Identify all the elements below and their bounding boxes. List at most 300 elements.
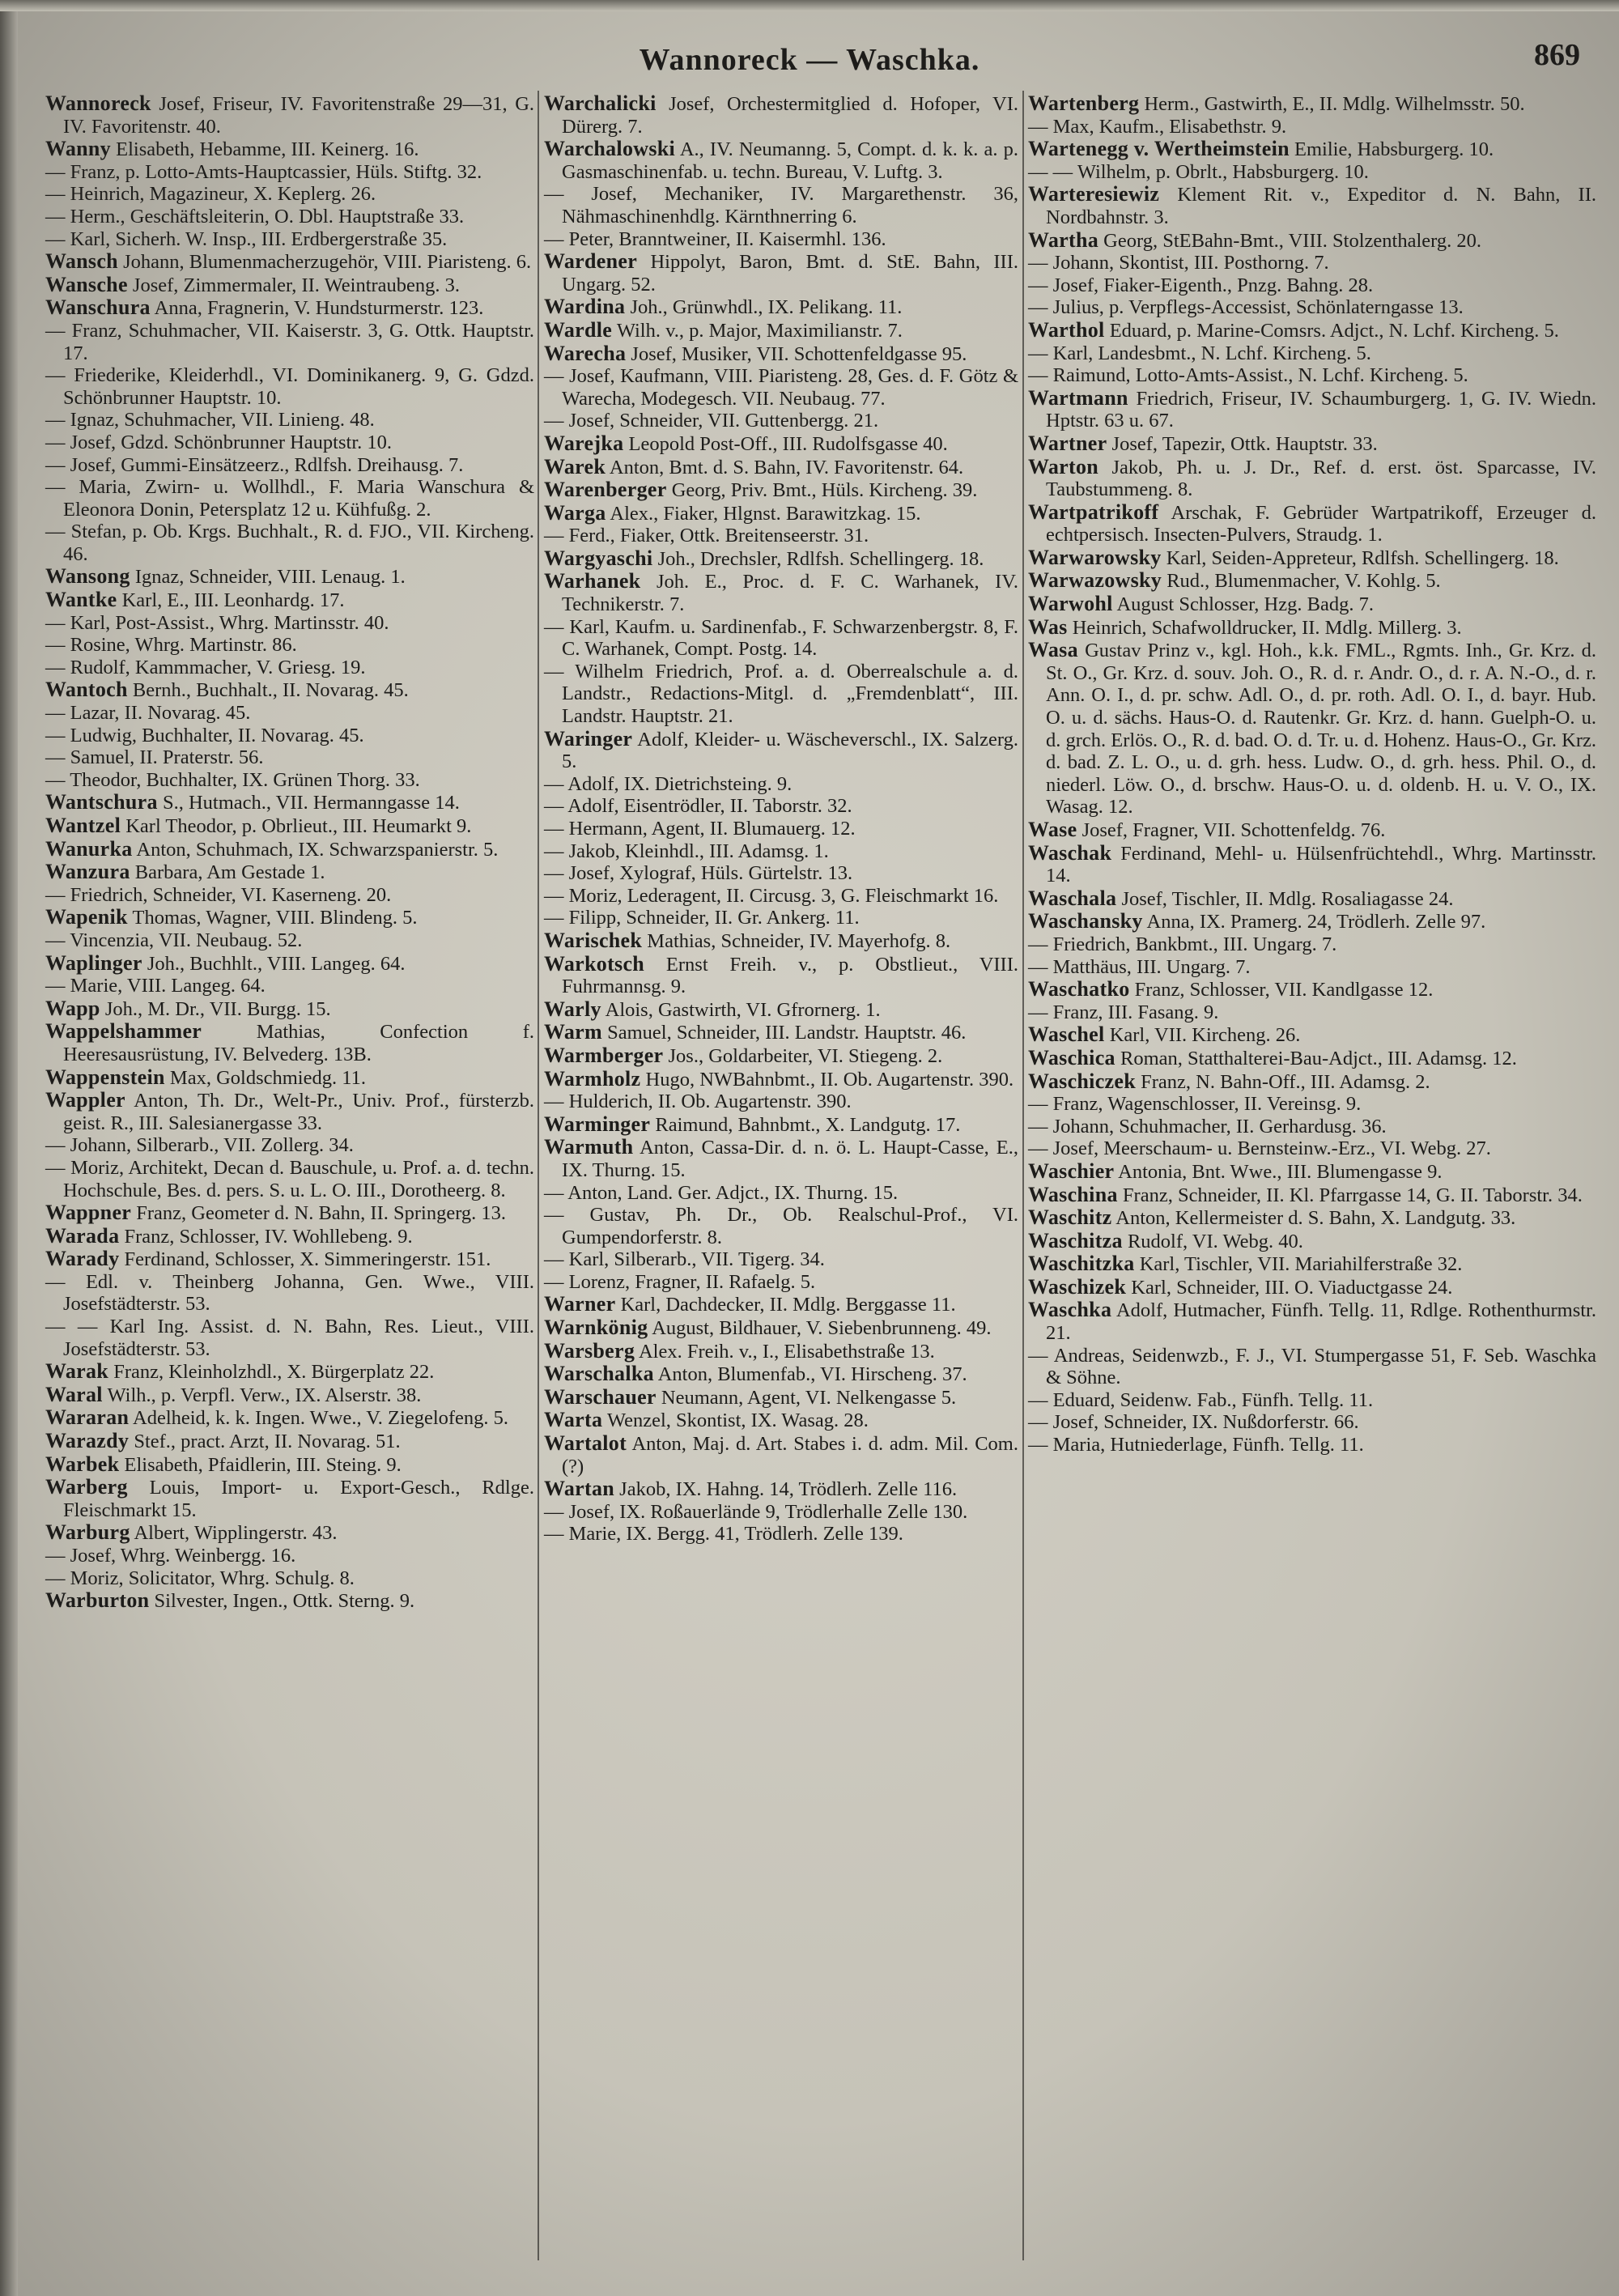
directory-entry <box>544 728 1018 773</box>
entry-surname: Warschauer <box>544 1384 657 1409</box>
entry-details: Josef, Tischler, II. Mdlg. Rosaliagasse 24. <box>1121 887 1454 910</box>
entry-details: Alex. Freih. v., I., Elisabethstraße 13. <box>638 1340 935 1363</box>
directory-column-2 <box>544 92 1018 1546</box>
entry-surname: Warady <box>45 1247 120 1271</box>
directory-sub-entry <box>544 773 1018 796</box>
directory-entry <box>544 929 1018 953</box>
entry-details: Anton, Cassa-Dir. d. n. ö. L. Haupt-Casse, E., IX. Thurng. 15. <box>562 1137 1018 1181</box>
entry-surname: — — <box>45 1316 98 1338</box>
entry-surname: Warga <box>544 500 606 525</box>
directory-entry <box>1028 842 1596 887</box>
entry-details: Gustav Prinz v., kgl. Hoh., k.k. FML., Rgmts. Inh., Gr. Krz. d. St. O., Gr. Krz. d. souv. Joh. O., R. d. r. Andr. O., d. r. A. N.-O., d. r. Ann. O. I., d. pr. schw. Adl. O., d. pr. roth. Adl. O. I., d. bayr. Hub. O. u. d. sächs. Haus-O. d. Rautenkr. Gr. Krz. d. hann. Guelph-O. u. d. grch. Erlös. O., R. d. bad. O. d. Tr. u. d. Hohenz. Haus-O., Gr. Krz. d. bad. Z. L. O., u. d. grh. hess. Ludw. O., d. grh. hess. Phil. O., d. niederl. Löw. O., d. brschw. Haus-O. u. d. oldenb. H. u. V. O., IX. Wasag. 12. <box>1046 640 1596 818</box>
entry-details: Elisabeth, Pfaidlerin, III. Steing. 9. <box>124 1453 402 1476</box>
directory-entry <box>1028 432 1596 456</box>
directory-sub-entry <box>45 1271 534 1316</box>
entry-surname: — <box>45 453 66 476</box>
directory-sub-entry <box>1028 161 1596 184</box>
directory-entry <box>45 589 534 612</box>
entry-surname: — <box>544 840 564 862</box>
directory-entry <box>544 342 1018 366</box>
entry-surname: Wapenik <box>45 905 128 929</box>
entry-surname: Warnkönig <box>544 1316 648 1340</box>
entry-surname: Waschak <box>1028 840 1112 865</box>
directory-sub-entry <box>544 661 1018 728</box>
entry-surname: Wappner <box>45 1201 132 1225</box>
entry-surname: — <box>45 611 66 634</box>
entry-surname: Warhanek <box>544 569 641 593</box>
entry-details: Karl, E., III. Leonhardg. 17. <box>121 589 345 612</box>
directory-entry <box>544 998 1018 1022</box>
entry-details: Karl, Sicherh. W. Insp., III. Erdbergerstraße 35. <box>70 227 448 250</box>
entry-details: Wilh., p. Verpfl. Verw., IX. Alserstr. 38. <box>107 1384 422 1406</box>
entry-surname: — <box>1028 955 1048 978</box>
entry-details: Theodor, Buchhalter, IX. Grünen Thorg. 33. <box>70 768 420 791</box>
directory-sub-entry <box>45 228 534 251</box>
entry-details: Joh., Drechsler, Rdlfsh. Schellingerg. 18. <box>657 547 984 570</box>
entry-details: Josef, Zimmermaler, II. Weintraubeng. 3. <box>132 274 461 296</box>
entry-details: Joh., Buchhlt., VIII. Langeg. 64. <box>147 952 406 975</box>
directory-sub-entry <box>45 432 534 454</box>
entry-surname: Wartenegg v. Wertheimstein <box>1028 137 1290 161</box>
entry-details: Stefan, p. Ob. Krgs. Buchhalt., R. d. FJO., VII. Kircheng. 46. <box>63 521 534 565</box>
directory-entry <box>1028 501 1596 546</box>
entry-details: Bernh., Buchhalt., II. Novarag. 45. <box>132 679 409 702</box>
directory-entry <box>1028 319 1596 342</box>
directory-sub-entry <box>544 795 1018 818</box>
entry-surname: — <box>544 862 564 885</box>
directory-entry <box>544 456 1018 479</box>
directory-sub-entry <box>1028 116 1596 138</box>
directory-sub-entry <box>45 634 534 657</box>
directory-sub-entry <box>45 612 534 635</box>
entry-details: Johann, Silberarb., VII. Zollerg. 34. <box>70 1134 354 1157</box>
entry-details: Eduard, Seidenw. Fab., Fünfh. Tellg. 11. <box>1052 1388 1374 1411</box>
entry-surname: — <box>1028 1001 1048 1023</box>
directory-entry <box>45 1453 534 1477</box>
directory-sub-entry <box>544 183 1018 227</box>
directory-entry <box>1028 818 1596 842</box>
directory-entry <box>544 1021 1018 1044</box>
entry-details: Albert, Wipplingerstr. 43. <box>134 1522 338 1545</box>
directory-sub-entry <box>1028 1345 1596 1389</box>
entry-details: Wilh. v., p. Major, Maximilianstr. 7. <box>616 319 903 342</box>
entry-surname: Wartner <box>1028 431 1107 455</box>
directory-entry <box>45 565 534 589</box>
directory-entry <box>45 1521 534 1545</box>
entry-surname: Wappler <box>45 1088 125 1112</box>
entry-surname: Wardener <box>544 249 638 274</box>
entry-surname: Warta <box>544 1408 603 1432</box>
entry-details: Franz, Kleinholzhdl., X. Bürgerplatz 22. <box>113 1361 435 1384</box>
entry-details: Anton, Bmt. d. S. Bahn, IV. Favoritenstr. 64. <box>609 456 964 478</box>
entry-details: Herm., Geschäftsleiterin, O. Dbl. Hauptstraße 33. <box>70 205 465 227</box>
entry-details: Heinrich, Magazineur, X. Keplerg. 26. <box>70 183 376 206</box>
directory-entry <box>1028 1184 1596 1207</box>
directory-sub-entry <box>544 907 1018 929</box>
entry-surname: — <box>544 1091 564 1113</box>
directory-entry <box>45 791 534 814</box>
entry-surname: Wantoch <box>45 678 128 702</box>
entry-details: Josef, Kaufmann, VIII. Piaristeng. 28, Ges. d. F. Götz & Warecha, Modegesch. VII. Neubaug. 77. <box>562 365 1019 410</box>
directory-sub-entry <box>1028 1411 1596 1434</box>
entry-details: Emilie, Habsburgerg. 10. <box>1294 138 1494 161</box>
directory-sub-entry <box>45 364 534 409</box>
entry-surname: Warazdy <box>45 1429 130 1453</box>
entry-surname: — <box>544 884 564 907</box>
directory-column-1 <box>45 92 534 1613</box>
directory-sub-entry <box>544 525 1018 547</box>
entry-surname: — <box>45 1156 66 1179</box>
entry-details: Karl, Dachdecker, II. Mdlg. Berggasse 11. <box>620 1294 956 1316</box>
directory-sub-entry <box>45 409 534 432</box>
entry-details: Adolf, Hutmacher, Fünfh. Tellg. 11, Rdlge. Rothenthurmstr. 21. <box>1046 1299 1596 1345</box>
directory-sub-entry <box>45 206 534 228</box>
entry-surname: — <box>1028 1344 1048 1367</box>
entry-surname: — <box>544 1181 564 1204</box>
directory-entry <box>45 997 534 1021</box>
entry-details: Karl, Schneider, III. O. Viaductgasse 24. <box>1131 1276 1453 1299</box>
directory-entry <box>1028 1160 1596 1184</box>
directory-entry <box>1028 978 1596 1001</box>
directory-entry <box>544 1363 1018 1386</box>
entry-surname: Warmberger <box>544 1043 664 1067</box>
entry-details: Maria, Zwirn- u. Wollhdl., F. Maria Wanschura & Eleonora Donin, Petersplatz 12 u. Kühfußg. 2. <box>63 476 534 521</box>
entry-details: Adolf, Eisentrödler, II. Taborstr. 32. <box>567 795 852 818</box>
directory-entry <box>1028 1299 1596 1344</box>
entry-details: A., IV. Neumanng. 5, Compt. d. k. k. a. p. Gasmaschinenfab. u. techn. Bureau, V. Luftg. 3. <box>562 138 1019 183</box>
entry-details: Hulderich, II. Ob. Augartenstr. 390. <box>568 1091 852 1113</box>
entry-surname: — <box>1028 1093 1048 1116</box>
entry-surname: — <box>45 724 66 746</box>
directory-entry <box>544 1068 1018 1091</box>
entry-surname: — <box>45 364 66 387</box>
entry-surname: Warner <box>544 1292 616 1316</box>
entry-surname: Waschansky <box>1028 909 1143 933</box>
entry-details: Friederike, Kleiderhdl., VI. Dominikanerg. 9, G. Gdzd. Schönbrunner Hauptstr. 10. <box>63 364 535 409</box>
entry-details: Ernst Freih. v., p. Obstlieut., VIII. Fuhrmannsg. 9. <box>562 953 1019 998</box>
entry-surname: — <box>544 365 564 388</box>
entry-details: Ferdinand, Schlosser, X. Simmeringerstr. 151. <box>124 1248 491 1271</box>
entry-details: Adolf, IX. Dietrichsteing. 9. <box>567 772 793 795</box>
entry-details: Hugo, NWBahnbmt., II. Ob. Augartenstr. 390. <box>645 1068 1014 1091</box>
entry-surname: Wantzel <box>45 814 121 837</box>
entry-details: Arschak, F. Gebrüder Wartpatrikoff, Erzeuger d. echtpersisch. Insecten-Pulvers, Straudg. 1. <box>1046 501 1596 546</box>
entry-details: Karl, Kaufm. u. Sardinenfab., F. Schwarzenbergstr. 8, F. C. Warhanek, Compt. Postg. 14. <box>562 615 1019 661</box>
directory-entry <box>1028 887 1596 911</box>
entry-details: Franz, Schneider, II. Kl. Pfarrgasse 14, G. II. Taborstr. 34. <box>1122 1184 1583 1206</box>
entry-surname: — <box>45 319 66 342</box>
entry-details: Karl, Tischler, VII. Mariahilferstraße 32. <box>1139 1253 1463 1276</box>
entry-details: Roman, Statthalterei-Bau-Adjct., III. Adamsg. 12. <box>1120 1047 1517 1069</box>
entry-details: Rudolf, VI. Webg. 40. <box>1127 1230 1303 1252</box>
entry-details: Franz, N. Bahn-Off., III. Adamsg. 2. <box>1141 1070 1430 1093</box>
entry-details: Josef, Orchestermitglied d. Hofoper, VI. Dürerg. 7. <box>562 93 1018 138</box>
entry-details: Anton, Kellermeister d. S. Bahn, X. Landgutg. 33. <box>1115 1207 1516 1230</box>
directory-entry <box>45 1360 534 1384</box>
directory-entry <box>544 502 1018 525</box>
directory-sub-entry <box>544 818 1018 840</box>
entry-details: Rud., Blumenmacher, V. Kohlg. 5. <box>1166 570 1441 593</box>
directory-sub-entry <box>1028 933 1596 956</box>
directory-entry <box>544 319 1018 342</box>
entry-surname: Wansche <box>45 272 128 296</box>
entry-surname: Warsberg <box>544 1338 635 1363</box>
directory-entry <box>544 1293 1018 1316</box>
entry-surname: — <box>1028 252 1048 274</box>
directory-entry <box>1028 593 1596 616</box>
entry-surname: Wargyaschi <box>544 546 653 570</box>
entry-details: Karl, Landesbmt., N. Lchf. Kircheng. 5. <box>1052 342 1371 364</box>
entry-details: Marie, IX. Bergg. 41, Trödlerh. Zelle 139. <box>568 1523 903 1546</box>
directory-entry <box>1028 183 1596 228</box>
directory-sub-entry <box>45 975 534 997</box>
entry-surname: Wannoreck <box>45 91 151 115</box>
entry-details: Hippolyt, Baron, Bmt. d. StE. Bahn, III. Ungarg. 52. <box>562 251 1018 296</box>
directory-sub-entry <box>45 884 534 907</box>
entry-details: Rudolf, Kammmacher, V. Griesg. 19. <box>70 656 366 678</box>
entry-details: Karl Theodor, p. Obrlieut., III. Heumarkt 9. <box>125 815 472 837</box>
directory-sub-entry <box>45 320 534 364</box>
entry-details: Josef, Meerschaum- u. Bernsteinw.-Erz., VI. Webg. 27. <box>1052 1137 1491 1160</box>
entry-surname: Warada <box>45 1223 120 1248</box>
entry-details: Moriz, Architekt, Decan d. Bauschule, u. Prof. a. d. techn. Hochschule, Bes. d. pers. S. u. L. O. III., Dorotheerg. 8. <box>63 1156 535 1201</box>
entry-surname: Wartan <box>544 1477 615 1501</box>
entry-surname: — <box>544 795 564 818</box>
directory-entry <box>45 1225 534 1248</box>
entry-surname: — <box>544 1248 564 1271</box>
entry-surname: Waral <box>45 1382 103 1406</box>
directory-sub-entry <box>45 161 534 184</box>
entry-surname: — <box>45 883 66 906</box>
entry-details: Franz, Wagenschlosser, II. Vereinsg. 9. <box>1052 1093 1362 1116</box>
entry-details: Josef, Fiaker-Eigenth., Pnzg. Bahng. 28. <box>1052 274 1374 296</box>
directory-entry <box>1028 1206 1596 1230</box>
entry-surname: — <box>45 431 66 453</box>
entry-details: Thomas, Wagner, VIII. Blindeng. 5. <box>132 907 418 929</box>
directory-sub-entry <box>1028 1116 1596 1138</box>
entry-details: Jakob, Ph. u. J. Dr., Ref. d. erst. öst. Sparcasse, IV. Taubstummeng. 8. <box>1046 456 1597 501</box>
entry-details: Elisabeth, Hebamme, III. Keinerg. 16. <box>116 138 419 161</box>
entry-details: August Schlosser, Hzg. Badg. 7. <box>1116 593 1374 616</box>
entry-details: Lazar, II. Novarag. 45. <box>70 702 251 725</box>
directory-entry <box>544 1136 1018 1181</box>
directory-entry <box>544 953 1018 998</box>
entry-details: Franz, Schuhmacher, VII. Kaiserstr. 3, G. Ottk. Hauptstr. 17. <box>63 319 535 364</box>
entry-details: Josef, Schneider, VII. Guttenbergg. 21. <box>568 410 879 432</box>
entry-details: Barbara, Am Gestade 1. <box>134 861 325 884</box>
entry-surname: — <box>45 160 66 183</box>
page-number: 869 <box>1534 38 1580 72</box>
entry-surname: Was <box>1028 614 1068 639</box>
directory-entry <box>45 1384 534 1407</box>
entry-surname: — <box>45 476 66 499</box>
entry-details: Franz, Geometer d. N. Bahn, II. Springerg. 13. <box>136 1202 507 1225</box>
entry-details: Josef, Whrg. Weinbergg. 16. <box>70 1545 296 1567</box>
entry-details: Josef, Xylograf, Hüls. Gürtelstr. 13. <box>568 862 853 885</box>
directory-sub-entry <box>544 862 1018 885</box>
entry-details: Silvester, Ingen., Ottk. Sterng. 9. <box>154 1590 415 1613</box>
entry-surname: Waschitz <box>1028 1205 1112 1230</box>
entry-surname: Warburg <box>45 1520 130 1545</box>
entry-surname: — <box>45 929 66 951</box>
entry-details: Moriz, Lederagent, II. Circusg. 3, G. Fleischmarkt 16. <box>568 884 999 907</box>
directory-entry <box>1028 639 1596 818</box>
directory-sub-entry <box>544 1501 1018 1524</box>
directory-entry <box>1028 138 1596 161</box>
entry-surname: Warak <box>45 1359 109 1384</box>
entry-surname: Warchalicki <box>544 91 657 115</box>
directory-entry <box>544 1432 1018 1478</box>
entry-surname: Wappenstein <box>45 1065 165 1089</box>
entry-surname: — <box>544 1204 564 1227</box>
entry-surname: — <box>544 183 564 206</box>
directory-entry <box>1028 1047 1596 1070</box>
entry-details: Joh. E., Proc. d. F. C. Warhanek, IV. Technikerstr. 7. <box>562 571 1019 616</box>
directory-entry <box>1028 1023 1596 1047</box>
entry-details: Wilhelm Friedrich, Prof. a. d. Oberrealschule a. d. Landstr., Redactions-Mitgl. d. „Fremdenblatt“, III. Landstr. Hauptstr. 21. <box>562 660 1018 728</box>
entry-details: Ludwig, Buchhalter, II. Novarag. 45. <box>70 724 364 746</box>
directory-sub-entry <box>45 746 534 769</box>
directory-sub-entry <box>544 1091 1018 1113</box>
directory-entry <box>45 906 534 929</box>
entry-surname: Warburton <box>45 1588 150 1613</box>
directory-entry <box>1028 1230 1596 1253</box>
directory-sub-entry <box>544 228 1018 251</box>
entry-details: Hermann, Agent, II. Blumauerg. 12. <box>568 818 856 840</box>
entry-details: Josef, Mechaniker, IV. Margarethenstr. 36, Nähmaschinenhdlg. Kärnthnerring 6. <box>562 183 1018 227</box>
entry-surname: Wansch <box>45 249 118 274</box>
entry-surname: — <box>544 660 564 682</box>
entry-details: Friedrich, Friseur, IV. Schaumburgerg. 1, G. IV. Wiedn. Hptstr. 63 u. 67. <box>1046 387 1597 432</box>
directory-sub-entry <box>544 1204 1018 1248</box>
entry-details: Franz, III. Fasang. 9. <box>1052 1001 1219 1023</box>
entry-details: Samuel, II. Praterstr. 56. <box>70 746 264 769</box>
entry-details: Johann, Blumenmacherzugehör, VIII. Piaristeng. 6. <box>123 251 532 274</box>
entry-details: Mathias, Schneider, IV. Mayerhofg. 8. <box>647 929 951 952</box>
entry-details: Filipp, Schneider, II. Gr. Ankerg. 11. <box>568 907 860 929</box>
directory-entry <box>1028 1276 1596 1299</box>
entry-details: Josef, Schneider, IX. Nußdorferstr. 66. <box>1052 1411 1359 1434</box>
entry-surname: Waringer <box>544 726 633 750</box>
directory-sub-entry <box>544 365 1018 410</box>
entry-surname: Waschica <box>1028 1045 1115 1069</box>
directory-sub-entry <box>45 725 534 747</box>
entry-details: Maria, Hutniederlage, Fünfh. Tellg. 11. <box>1052 1434 1364 1456</box>
directory-entry <box>1028 546 1596 570</box>
entry-details: August, Bildhauer, V. Siebenbrunneng. 49. <box>652 1317 992 1340</box>
entry-surname: — <box>544 818 564 840</box>
entry-surname: Warminger <box>544 1112 651 1136</box>
directory-entry <box>544 296 1018 319</box>
directory-entry <box>544 547 1018 571</box>
directory-entry <box>1028 1070 1596 1094</box>
entry-surname: — <box>1028 364 1048 387</box>
directory-entry <box>45 838 534 861</box>
directory-entry <box>1028 569 1596 593</box>
directory-sub-entry <box>544 410 1018 432</box>
directory-sub-entry <box>544 840 1018 863</box>
directory-column-3 <box>1028 92 1596 1456</box>
directory-sub-entry <box>544 1271 1018 1294</box>
entry-surname: Wansong <box>45 564 130 589</box>
directory-entry <box>1028 616 1596 640</box>
directory-entry <box>45 1201 534 1225</box>
directory-sub-entry <box>544 616 1018 661</box>
entry-details: Anna, IX. Pramerg. 24, Trödlerh. Zelle 97. <box>1146 911 1486 933</box>
entry-details: Julius, p. Verpflegs-Accessist, Schönlaterngasse 13. <box>1052 296 1464 319</box>
entry-details: Karl, Seiden-Appreteur, Rdlfsh. Schellingerg. 18. <box>1166 546 1559 569</box>
entry-details: Raimund, Lotto-Amts-Assist., N. Lchf. Kircheng. 5. <box>1052 364 1468 387</box>
directory-entry <box>45 1430 534 1453</box>
entry-details: Johann, Schuhmacher, II. Gerhardusg. 36. <box>1052 1115 1387 1137</box>
entry-surname: Wantschura <box>45 790 158 814</box>
directory-sub-entry <box>1028 1389 1596 1412</box>
entry-surname: — — <box>1028 160 1073 183</box>
entry-details: Anton, Schuhmach, IX. Schwarzspanierstr. 5. <box>136 838 499 861</box>
directory-sub-entry <box>45 521 534 565</box>
directory-entry <box>1028 1252 1596 1276</box>
entry-surname: Warly <box>544 997 601 1021</box>
entry-surname: — <box>544 525 564 547</box>
directory-entry <box>544 1340 1018 1363</box>
entry-details: Mathias, Confection f. Heeresausrüstung, IV. Belvederg. 13B. <box>63 1021 535 1065</box>
directory-entry <box>1028 456 1596 501</box>
directory-entry <box>1028 92 1596 116</box>
entry-details: Max, Goldschmiedg. 11. <box>169 1066 366 1089</box>
entry-surname: — <box>544 1270 564 1293</box>
entry-surname: Warenberger <box>544 478 667 502</box>
entry-details: Johann, Skontist, III. Posthorng. 7. <box>1052 252 1329 274</box>
entry-surname: — <box>45 768 66 791</box>
directory-entry <box>1028 229 1596 253</box>
directory-sub-entry <box>544 885 1018 908</box>
entry-surname: Warberg <box>45 1475 128 1499</box>
entry-surname: — <box>45 521 66 543</box>
entry-surname: — <box>544 227 564 250</box>
directory-sub-entry <box>1028 1093 1596 1116</box>
directory-sub-entry <box>45 1157 534 1201</box>
entry-surname: — <box>544 615 564 638</box>
entry-surname: — <box>45 205 66 227</box>
entry-details: Rosine, Whrg. Martinstr. 86. <box>70 634 297 657</box>
entry-surname: Warecha <box>544 341 627 365</box>
entry-surname: — <box>544 907 564 929</box>
entry-surname: — <box>45 1545 66 1567</box>
entry-details: Jakob, IX. Hahng. 14, Trödlerh. Zelle 116. <box>619 1478 958 1501</box>
directory-entry <box>45 814 534 838</box>
entry-details: Anna, Fragnerin, V. Hundsturmerstr. 123. <box>154 297 484 320</box>
directory-sub-entry <box>544 1182 1018 1205</box>
entry-details: Ignaz, Schneider, VIII. Lenaug. 1. <box>134 566 406 589</box>
directory-sub-entry <box>1028 1137 1596 1160</box>
directory-entry <box>544 138 1018 183</box>
entry-surname: Warejka <box>544 431 624 455</box>
entry-details: Anton, Maj. d. Art. Stabes i. d. adm. Mil. Com. (?) <box>562 1433 1018 1478</box>
directory-sub-entry <box>45 1134 534 1157</box>
directory-entry <box>45 678 534 702</box>
entry-surname: Warchalowski <box>544 137 676 161</box>
entry-surname: Warmuth <box>544 1135 634 1159</box>
entry-surname: Warwohl <box>1028 592 1113 616</box>
entry-details: Karl Ing. Assist. d. N. Bahn, Res. Lieut., VIII. Josefstädterstr. 53. <box>63 1316 534 1360</box>
entry-details: Josef, Gummi-Einsätzeerz., Rdlfsh. Dreihausg. 7. <box>70 453 464 476</box>
entry-surname: Wanny <box>45 137 111 161</box>
entry-details: Klement Rit. v., Expeditor d. N. Bahn, II. Nordbahnstr. 3. <box>1046 184 1596 228</box>
directory-entry <box>544 1386 1018 1409</box>
entry-surname: Wanschura <box>45 296 151 320</box>
entry-surname: — <box>45 746 66 769</box>
entry-details: Georg, StEBahn-Bmt., VIII. Stolzenthalerg. 20. <box>1103 229 1481 252</box>
